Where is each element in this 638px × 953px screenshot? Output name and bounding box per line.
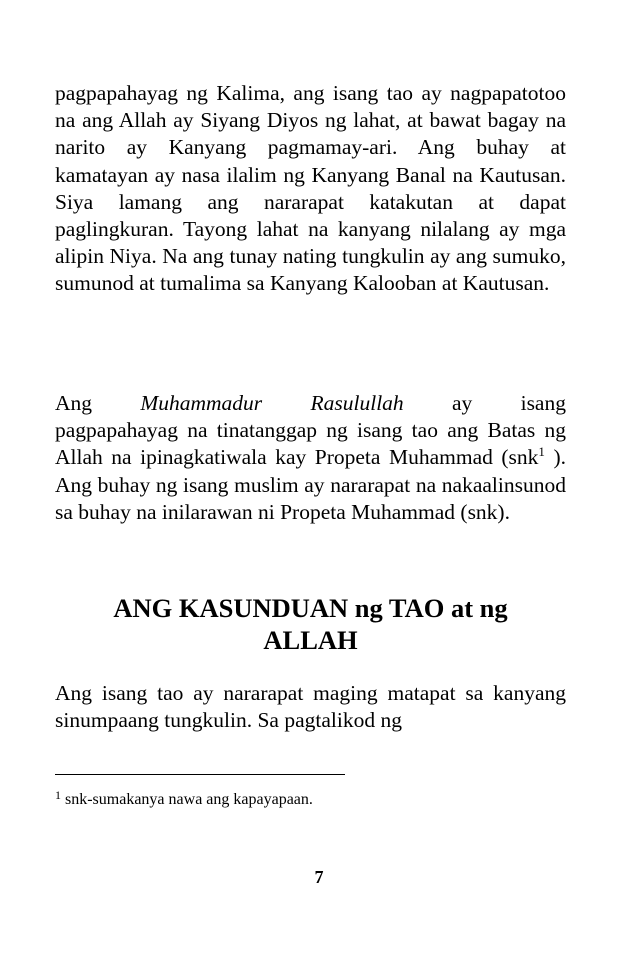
paragraph-2-text-after-ref: ). Ang buhay ng isang muslim ay nararapat na nakaalinsunod sa buhay na inilarawan ni Propeta Muhammad (snk).	[55, 445, 566, 524]
footnote	[55, 789, 566, 811]
word-isang: isang	[520, 391, 566, 415]
word-ang: Ang	[55, 391, 93, 415]
body-paragraph-1: pagpapahayag ng Kalima, ang isang tao ay nagpapatotoo na ang Allah ay Siyang Diyos ng lahat, at bawat bagay na narito ay Kanyang pagmamay-ari. Ang buhay at kamatayan ay nasa ilalim ng Kanyang Banal na Kautusan. Siya lamang ang nararapat katakutan at dapat paglingkuran. Tayong lahat na kanyang nilalang ay mga alipin Niya. Na ang tunay nating tungkulin ay ang sumuko, sumunod at tumalima sa Kanyang Kalooban at Kautusan.	[55, 81, 566, 296]
phrase-muhammadur: Muhammadur	[140, 391, 263, 415]
footnote-divider	[55, 774, 345, 775]
footnote-text: snk-sumakanya nawa ang kapayapaan.	[61, 791, 313, 808]
phrase-rasulullah: Rasulullah	[310, 391, 404, 415]
page-number: 7	[314, 867, 324, 887]
heading-line-1: ANG KASUNDUAN ng TAO at ng	[113, 593, 508, 623]
paragraph-2-first-line	[55, 390, 566, 417]
body-paragraph-2	[55, 390, 566, 526]
section-heading	[55, 592, 566, 656]
footnote-reference: 1	[538, 444, 545, 460]
word-ay: ay	[451, 391, 473, 415]
footnote-marker: 1	[55, 788, 61, 802]
paragraph-2-text-before-ref: pagpapahayag na tinatanggap ng isang tao ang Batas ng Allah na ipinagkatiwala kay Propeta Muhammad (snk	[55, 418, 566, 470]
body-paragraph-3: Ang isang tao ay nararapat maging matapat sa kanyang sinumpaang tungkulin. Sa pagtalikod ng	[55, 681, 566, 733]
heading-line-2: ALLAH	[263, 625, 358, 655]
